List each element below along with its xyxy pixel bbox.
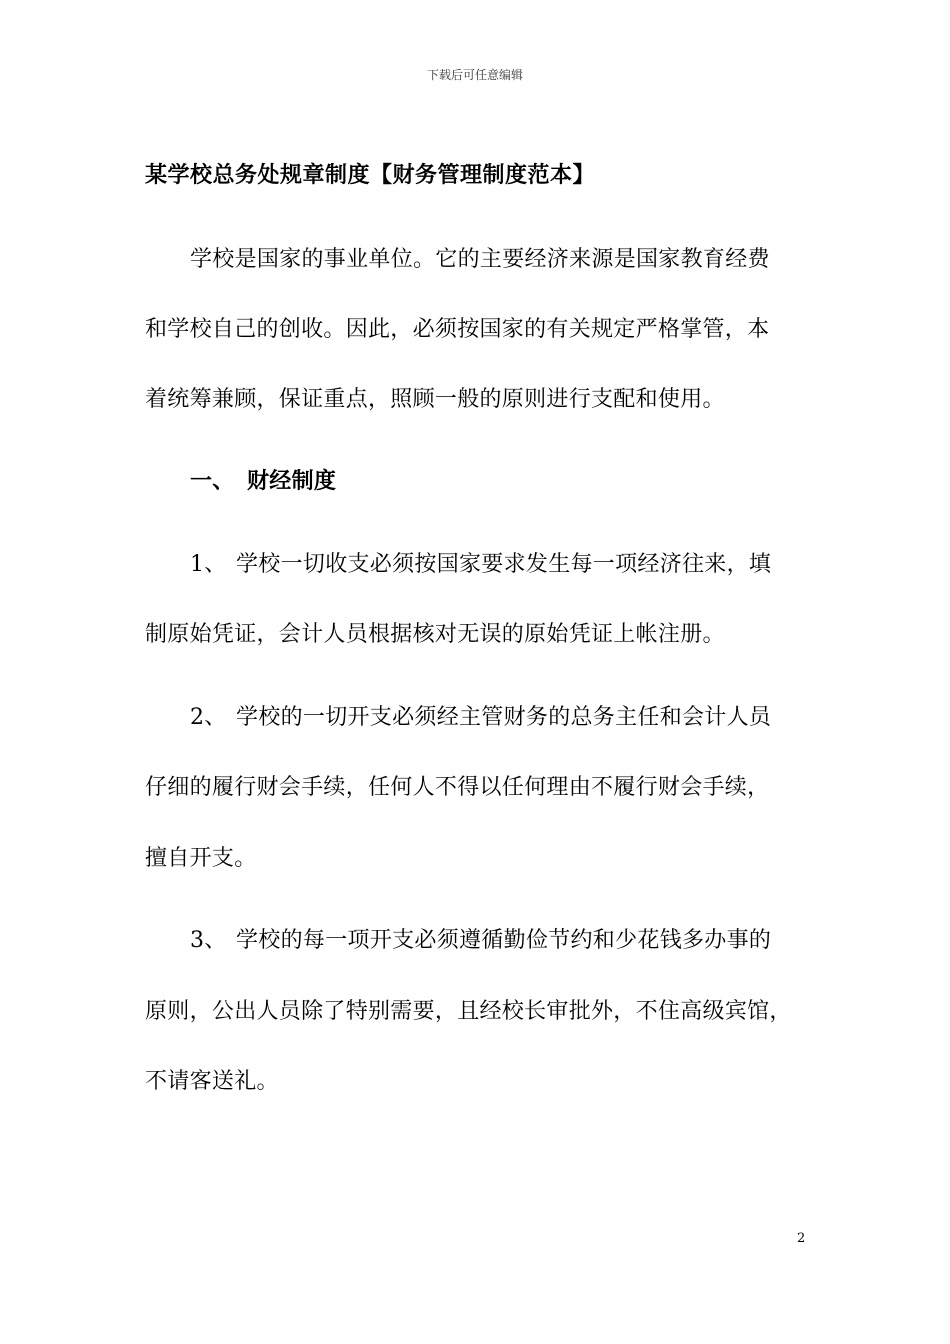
item-2-number: 2、 — [190, 705, 227, 730]
page-header: 下载后可任意编辑 — [426, 68, 523, 82]
intro-line-2: 和学校自己的创收。因此，必须按国家的有关规定严格掌管，本 — [145, 317, 770, 342]
item-3-text: 学校的每一项开支必须遵循勤俭节约和少花钱多办事的 — [236, 928, 772, 953]
item-3-line-1 — [190, 923, 771, 954]
intro-line-3: 着统筹兼顾，保证重点，照顾一般的原则进行支配和使用。 — [145, 387, 725, 412]
item-3-line-3: 不请客送礼。 — [145, 1069, 279, 1094]
item-2-line-2: 仔细的履行财会手续，任何人不得以任何理由不履行财会手续， — [145, 775, 770, 800]
item-3-number: 3、 — [190, 928, 227, 953]
section-number: 一、 — [190, 469, 235, 494]
section-heading — [190, 464, 336, 495]
item-1-text: 学校一切收支必须按国家要求发生每一项经济往来，填 — [236, 552, 772, 577]
item-2-text: 学校的一切开支必须经主管财务的总务主任和会计人员 — [236, 705, 772, 730]
item-1-line-1 — [190, 547, 771, 578]
page-number: 2 — [797, 1231, 806, 1246]
item-2-line-3: 擅自开支。 — [145, 846, 257, 871]
item-1-number: 1、 — [190, 552, 227, 577]
item-2-line-1 — [190, 700, 771, 731]
intro-line-1: 学校是国家的事业单位。它的主要经济来源是国家教育经费 — [190, 247, 770, 272]
item-3-line-2: 原则，公出人员除了特别需要，且经校长审批外，不住高级宾馆， — [145, 999, 792, 1024]
item-1-line-2: 制原始凭证，会计人员根据核对无误的原始凭证上帐注册。 — [145, 622, 725, 647]
section-title: 财经制度 — [247, 469, 337, 494]
document-title: 某学校总务处规章制度【财务管理制度范本】 — [145, 163, 596, 188]
